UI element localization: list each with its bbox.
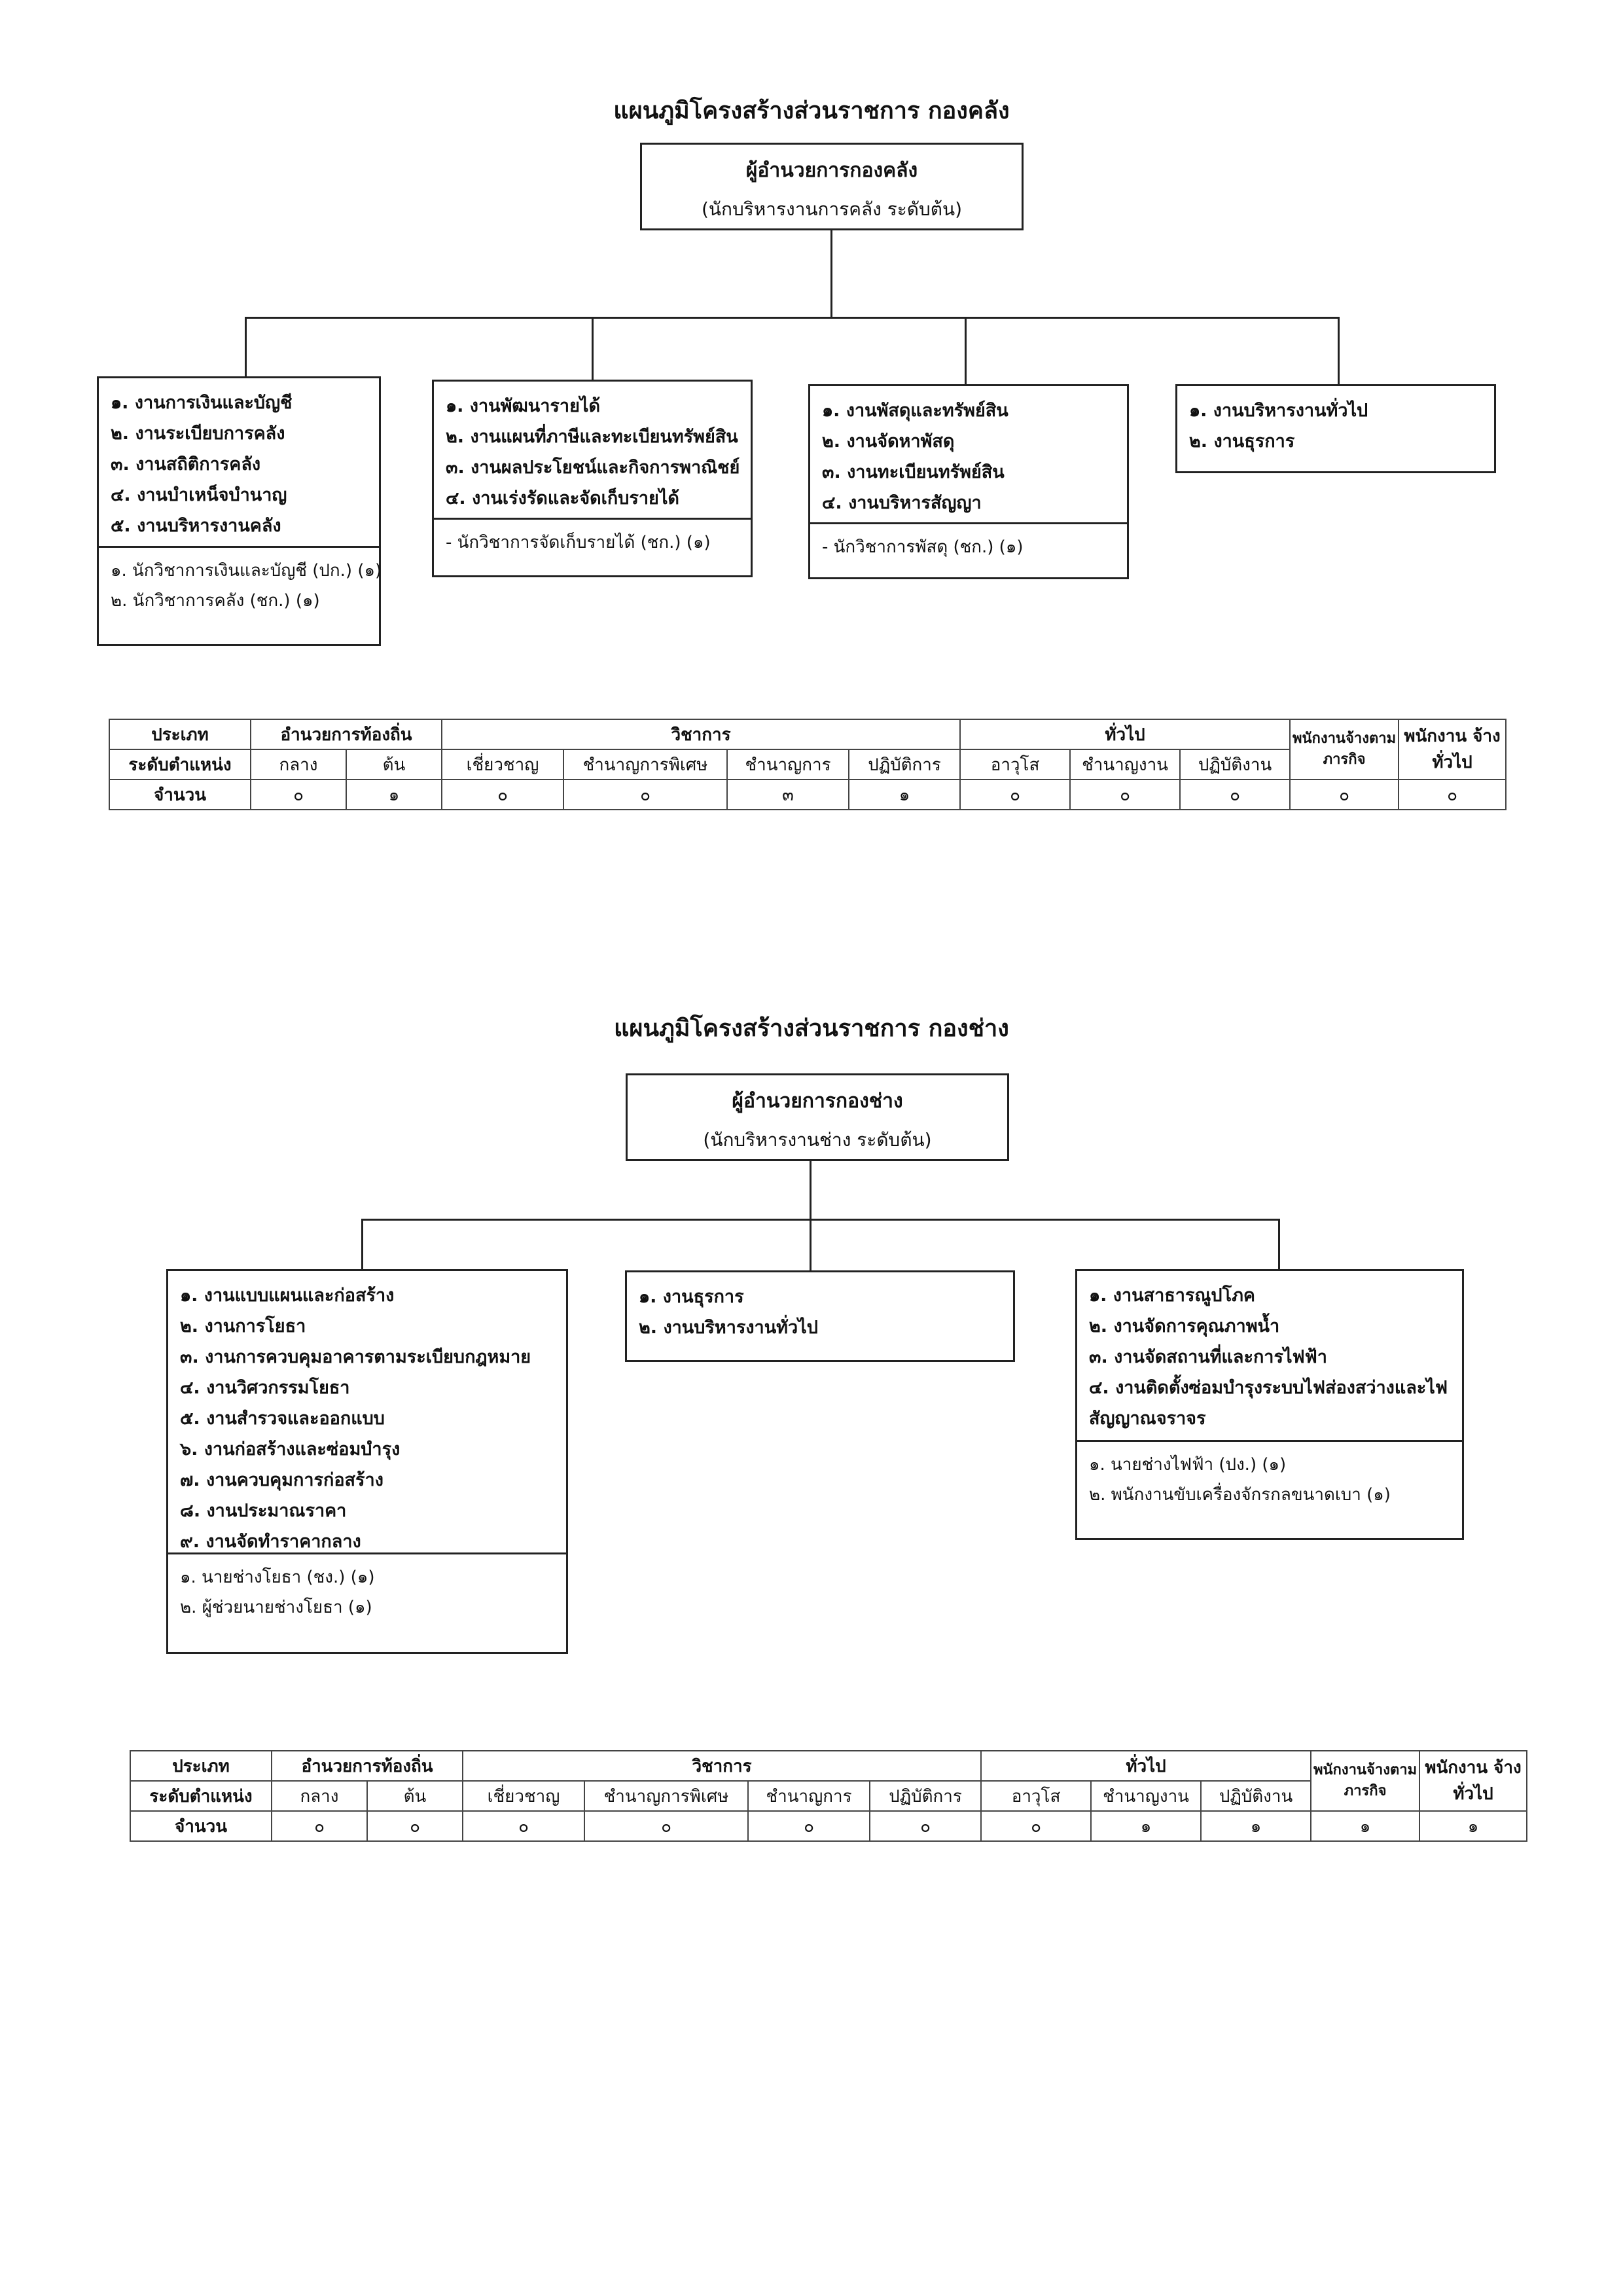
table-level-cell: ต้น (346, 749, 442, 780)
engineering-unit1-task: ๑. งานแบบแผนและก่อสร้าง (180, 1285, 395, 1306)
finance-unit-box-2 (432, 380, 753, 577)
table-count-cell: ๐ (981, 1811, 1091, 1841)
table-count-cell: ๐ (442, 780, 563, 810)
finance-unit-box-4 (1175, 384, 1496, 473)
table-count-cell: ๐ (960, 780, 1070, 810)
engineering-unit2-task: ๑. งานธุรการ (639, 1287, 744, 1307)
finance-unit1-staff (99, 546, 382, 644)
finance-director-subtitle: (นักบริหารงานการคลัง ระดับต้น) (701, 198, 963, 220)
table-header-group: ทั่วไป (960, 719, 1290, 749)
finance-unit4-task: ๑. งานบริหารงานทั่วไป (1189, 401, 1368, 421)
table-level-cell: เชี่ยวชาญ (442, 749, 563, 780)
table-count-cell: ๑ (1311, 1811, 1419, 1841)
table-count-cell: ๐ (1290, 780, 1399, 810)
table-count-cell: ๑ (346, 780, 442, 810)
table-level-cell: เชี่ยวชาญ (463, 1781, 584, 1811)
table-count-cell: ๑ (849, 780, 960, 810)
table-level-cell: ชำนาญการ (727, 749, 849, 780)
engineering-connector-3 (1278, 1219, 1280, 1270)
table-level-cell: ชำนาญงาน (1070, 749, 1180, 780)
finance-connector-trunk (830, 230, 832, 318)
table-header-group: พนักงานจ้างตามภารกิจ (1290, 719, 1399, 780)
engineering-connector-trunk (810, 1161, 812, 1271)
finance-unit2-staff-item: - นักวิชาการจัดเก็บรายได้ (ชก.) (๑) (446, 533, 711, 552)
table-header-group: ทั่วไป (981, 1751, 1311, 1781)
table-count-cell: ๐ (1070, 780, 1180, 810)
table-level-cell: ปฏิบัติงาน (1180, 749, 1290, 780)
finance-position-table (109, 719, 1507, 810)
table-level-cell: ปฏิบัติการ (849, 749, 960, 780)
engineering-unit3-task: ๒. งานจัดการคุณภาพน้ำ (1089, 1316, 1280, 1336)
table-level-cell: ต้น (367, 1781, 463, 1811)
finance-director-box (640, 143, 1024, 230)
engineering-unit1-staff (168, 1552, 566, 1652)
finance-unit1-task: ๓. งานสถิติการคลัง (111, 454, 261, 475)
engineering-chart-title: แผนภูมิโครงสร้างส่วนราชการ กองช่าง (614, 1015, 1009, 1042)
engineering-unit3-task: ๔. งานติดตั้งซ่อมบำรุงระบบไฟส่องสว่างและไฟสัญญาณจราจร (1089, 1378, 1448, 1429)
table-count-cell: ๐ (272, 1811, 367, 1841)
finance-unit1-staff-item: ๒. นักวิชาการคลัง (ชก.) (๑) (111, 591, 320, 611)
engineering-unit1-task: ๔. งานวิศวกรรมโยธา (180, 1378, 350, 1398)
finance-unit2-task: ๓. งานผลประโยชน์และกิจการพาณิชย์ (446, 457, 740, 478)
table-header-group: พนักงานจ้างตามภารกิจ (1311, 1751, 1419, 1811)
finance-chart-title: แผนภูมิโครงสร้างส่วนราชการ กองคลัง (613, 98, 1010, 124)
table-count-cell: ๐ (584, 1811, 748, 1841)
table-count-cell: ๐ (251, 780, 346, 810)
table-count-cell: ๑ (1201, 1811, 1311, 1841)
table-count-cell: ๐ (563, 780, 727, 810)
engineering-connector-1 (361, 1219, 363, 1270)
table-level-cell: ปฏิบัติการ (870, 1781, 981, 1811)
table-row-label: ระดับตำแหน่ง (109, 749, 251, 780)
table-count-cell: ๐ (870, 1811, 981, 1841)
finance-unit1-task: ๔. งานบำเหน็จบำนาญ (111, 485, 287, 505)
table-count-cell: ๐ (748, 1811, 870, 1841)
table-header-group: อำนวยการท้องถิ่น (272, 1751, 463, 1781)
finance-connector-1 (245, 317, 247, 377)
table-count-cell: ๑ (1419, 1811, 1527, 1841)
table-header-type: ประเภท (109, 719, 251, 749)
table-row-label: จำนวน (109, 780, 251, 810)
finance-connector-4 (1338, 317, 1340, 385)
engineering-unit-box-3 (1075, 1269, 1464, 1540)
finance-unit1-task: ๑. งานการเงินและบัญชี (111, 393, 293, 413)
table-header-group: พนักงาน จ้างทั่วไป (1419, 1751, 1527, 1811)
table-header-group: อำนวยการท้องถิ่น (251, 719, 442, 749)
finance-unit3-staff (810, 522, 1127, 577)
finance-connector-2 (592, 317, 594, 380)
engineering-unit1-task: ๒. งานการโยธา (180, 1316, 306, 1336)
engineering-unit1-task: ๘. งานประมาณราคา (180, 1501, 347, 1521)
engineering-unit3-staff-item: ๒. พนักงานขับเครื่องจักรกลขนาดเบา (๑) (1089, 1485, 1391, 1505)
finance-unit1-task: ๕. งานบริหารงานคลัง (111, 516, 281, 536)
engineering-unit1-task: ๗. งานควบคุมการก่อสร้าง (180, 1470, 383, 1490)
finance-connector-3 (965, 317, 967, 385)
finance-unit2-task: ๒. งานแผนที่ภาษีและทะเบียนทรัพย์สิน (446, 427, 738, 447)
engineering-connector-bus (361, 1219, 1280, 1221)
engineering-unit1-task: ๕. งานสำรวจและออกแบบ (180, 1408, 385, 1429)
table-header-type: ประเภท (130, 1751, 272, 1781)
table-count-cell: ๐ (1399, 780, 1506, 810)
table-level-cell: กลาง (272, 1781, 367, 1811)
table-header-group: พนักงาน จ้างทั่วไป (1399, 719, 1506, 780)
engineering-unit-box-1 (166, 1269, 568, 1654)
finance-unit3-task: ๓. งานทะเบียนทรัพย์สิน (822, 462, 1005, 482)
finance-unit3-task: ๑. งานพัสดุและทรัพย์สิน (822, 401, 1008, 421)
engineering-unit3-task: ๑. งานสาธารณูปโภค (1089, 1285, 1255, 1306)
engineering-director-title: ผู้อำนวยการกองช่าง (732, 1090, 903, 1113)
table-header-group: วิชาการ (463, 1751, 981, 1781)
table-level-cell: ชำนาญการพิเศษ (584, 1781, 748, 1811)
engineering-unit-box-2 (625, 1270, 1015, 1362)
table-level-cell: ชำนาญงาน (1091, 1781, 1201, 1811)
engineering-unit3-task: ๓. งานจัดสถานที่และการไฟฟ้า (1089, 1347, 1327, 1367)
finance-unit2-staff (434, 518, 751, 575)
table-count-cell: ๐ (1180, 780, 1290, 810)
table-level-cell: อาวุโส (960, 749, 1070, 780)
table-row-label: ระดับตำแหน่ง (130, 1781, 272, 1811)
engineering-unit1-task: ๓. งานการควบคุมอาคารตามระเบียบกฎหมาย (180, 1347, 531, 1367)
table-row-label: จำนวน (130, 1811, 272, 1841)
table-level-cell: ปฏิบัติงาน (1201, 1781, 1311, 1811)
finance-unit1-task: ๒. งานระเบียบการคลัง (111, 423, 285, 444)
engineering-position-table (130, 1750, 1527, 1842)
finance-unit4-task: ๒. งานธุรการ (1189, 431, 1295, 452)
finance-unit3-task: ๒. งานจัดหาพัสดุ (822, 431, 955, 452)
table-count-cell: ๓ (727, 780, 849, 810)
finance-unit-box-1 (97, 376, 381, 646)
finance-connector-bus (245, 317, 1339, 319)
table-level-cell: กลาง (251, 749, 346, 780)
finance-unit3-staff-item: - นักวิชาการพัสดุ (ชก.) (๑) (822, 537, 1024, 557)
table-count-cell: ๑ (1091, 1811, 1201, 1841)
finance-unit2-task: ๔. งานเร่งรัดและจัดเก็บรายได้ (446, 488, 679, 509)
table-level-cell: ชำนาญการ (748, 1781, 870, 1811)
table-level-cell: อาวุโส (981, 1781, 1091, 1811)
engineering-unit2-task: ๒. งานบริหารงานทั่วไป (639, 1318, 818, 1338)
engineering-director-subtitle: (นักบริหารงานช่าง ระดับต้น) (703, 1129, 932, 1151)
finance-director-title: ผู้อำนวยการกองคลัง (745, 159, 918, 182)
engineering-unit1-task: ๖. งานก่อสร้างและซ่อมบำรุง (180, 1439, 401, 1460)
table-count-cell: ๐ (463, 1811, 584, 1841)
table-header-group: วิชาการ (442, 719, 960, 749)
engineering-unit1-staff-item: ๒. ผู้ช่วยนายช่างโยธา (๑) (180, 1598, 372, 1617)
engineering-director-box (626, 1073, 1009, 1161)
finance-unit3-task: ๔. งานบริหารสัญญา (822, 493, 982, 513)
table-count-cell: ๐ (367, 1811, 463, 1841)
finance-unit-box-3 (808, 384, 1129, 579)
finance-unit2-task: ๑. งานพัฒนารายได้ (446, 396, 600, 416)
engineering-unit1-task: ๙. งานจัดทำราคากลาง (180, 1532, 361, 1552)
engineering-unit3-staff (1077, 1440, 1462, 1538)
table-level-cell: ชำนาญการพิเศษ (563, 749, 727, 780)
engineering-unit3-staff-item: ๑. นายช่างไฟฟ้า (ปง.) (๑) (1089, 1455, 1287, 1475)
finance-unit1-staff-item: ๑. นักวิชาการเงินและบัญชี (ปก.) (๑) (111, 561, 382, 581)
engineering-unit1-staff-item: ๑. นายช่างโยธา (ชง.) (๑) (180, 1568, 375, 1587)
